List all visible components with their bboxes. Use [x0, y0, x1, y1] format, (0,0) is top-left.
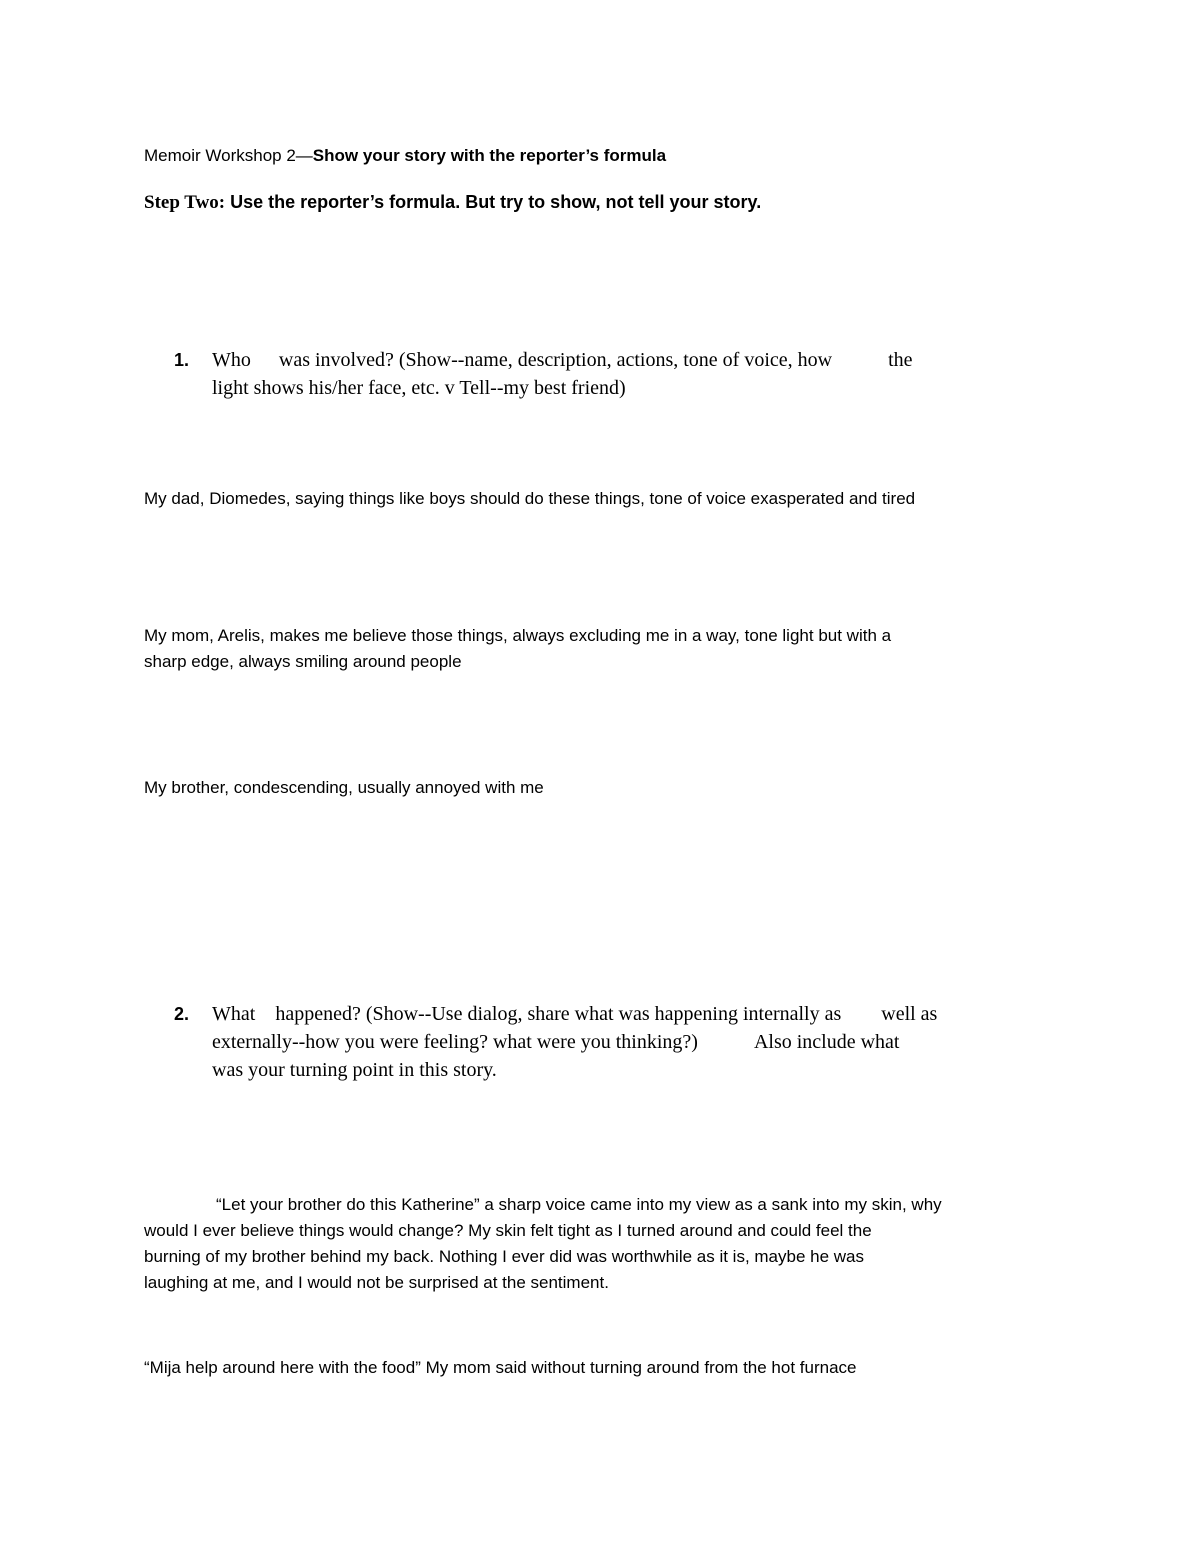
title-bold: Show your story with the reporter’s formula — [312, 146, 667, 165]
question-2-number: 2. — [174, 1004, 190, 1024]
q2-line3: was your turning point in this story. — [212, 1059, 497, 1081]
answer-mom-line1: My mom, Arelis, makes me believe those things, always excluding me in a way, tone light but with a — [144, 626, 892, 645]
answer-mom-line2: sharp edge, always smiling around people — [144, 652, 462, 671]
para2-line1: “Mija help around here with the food” My mom said without turning around from the hot furnace — [144, 1358, 857, 1377]
q2-what: What — [212, 1003, 256, 1025]
q1-line2: light shows his/her face, etc. v Tell--my best friend) — [212, 377, 626, 399]
q2-well-as: well as — [881, 1003, 938, 1025]
question-2-text — [212, 1000, 1062, 1084]
step-heading — [144, 192, 761, 214]
q1-the: the — [888, 349, 913, 371]
q2-also: Also include what — [753, 1031, 900, 1053]
answer-brother — [144, 775, 1064, 801]
answer-paragraph-2 — [144, 1355, 1064, 1381]
para1-line2: would I ever believe things would change? My skin felt tight as I turned around and could feel the — [144, 1221, 872, 1240]
q2-externally: externally--how you were feeling? what were you thinking?) — [212, 1031, 698, 1053]
question-1-text — [212, 346, 1062, 402]
answer-dad — [144, 486, 1064, 512]
para1-line1: “Let your brother do this Katherine” a sharp voice came into my view as a sank into my skin, why — [216, 1195, 942, 1214]
answer-dad-text: My dad, Diomedes, saying things like boys should do these things, tone of voice exasperated and tired — [144, 489, 916, 508]
answer-paragraph-1 — [144, 1192, 1064, 1296]
title-prefix: Memoir Workshop 2— — [144, 146, 313, 165]
answer-brother-text: My brother, condescending, usually annoyed with me — [144, 778, 544, 797]
step-lead: Step Two: — [144, 192, 226, 213]
document-title — [144, 146, 666, 166]
para1-line3: burning of my brother behind my back. Nothing I ever did was worthwhile as it is, maybe he was — [144, 1247, 865, 1266]
para1-line4: laughing at me, and I would not be surprised at the sentiment. — [144, 1273, 609, 1292]
q1-involved: was involved? (Show--name, description, actions, tone of voice, how — [278, 349, 833, 371]
answer-mom — [144, 623, 1064, 675]
step-instruction: Use the reporter’s formula. But try to show, not tell your story. — [225, 192, 762, 212]
q2-happened: happened? (Show--Use dialog, share what was happening internally as — [275, 1003, 842, 1025]
q1-who: Who — [212, 349, 251, 371]
question-1-number: 1. — [174, 350, 190, 370]
